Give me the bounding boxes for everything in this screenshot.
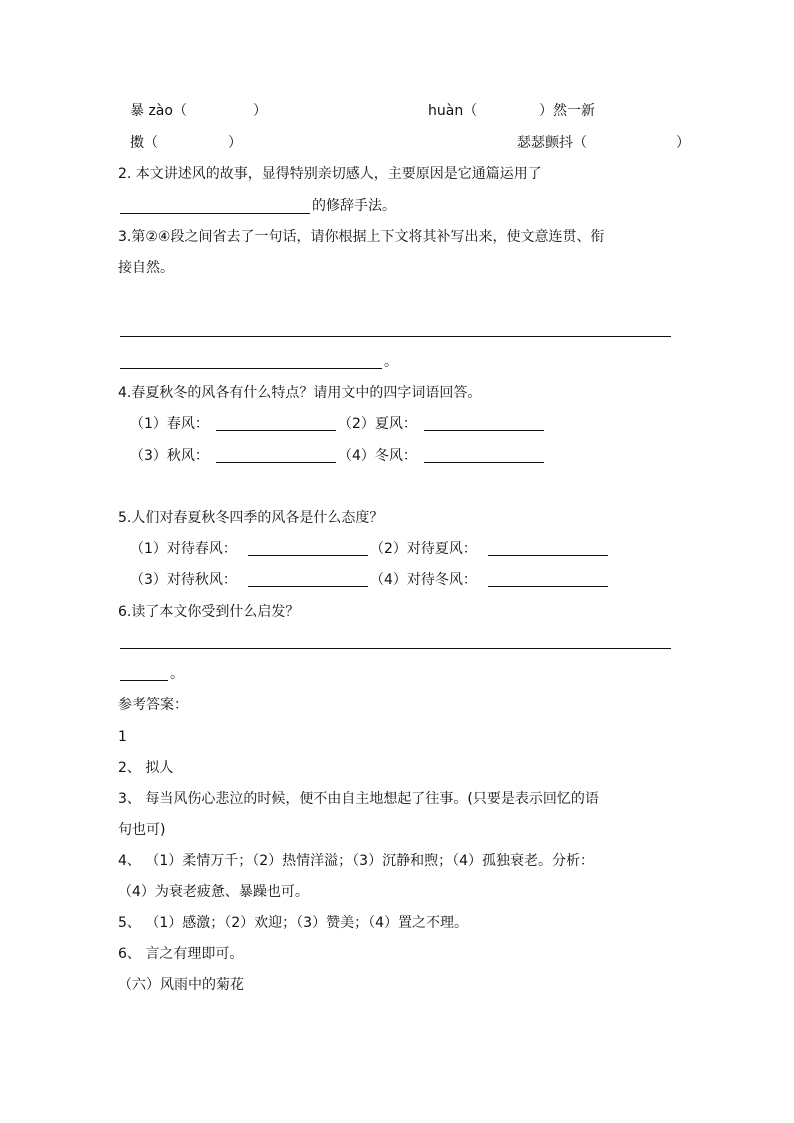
q3-answer-line-2[interactable] bbox=[120, 368, 382, 369]
q4-item-spring-label: （1）春风： bbox=[130, 416, 209, 432]
q3-answer-line-1[interactable] bbox=[120, 336, 671, 337]
q1-baozao-prefix: 暴 zào（ bbox=[130, 103, 187, 119]
q5-item-spring-label: （1）对待春风： bbox=[130, 541, 237, 557]
q6-answer-line-1[interactable] bbox=[120, 648, 671, 649]
q4-item-winter-label: （4）冬风： bbox=[338, 448, 417, 464]
q4-item-autumn-label: （3）秋风： bbox=[130, 448, 209, 464]
next-section-title: （六）风雨中的菊花 bbox=[118, 977, 244, 993]
q1-huan-suffix: ）然一新 bbox=[539, 103, 595, 119]
q5-summer-blank[interactable] bbox=[488, 555, 608, 556]
q4-spring-blank[interactable] bbox=[216, 430, 336, 431]
answer-4-line2: （4）为衰老疲惫、暴躁也可。 bbox=[118, 884, 309, 900]
q4-autumn-blank[interactable] bbox=[216, 462, 336, 463]
q4-item-summer-label: （2）夏风： bbox=[338, 416, 417, 432]
q1-sese-close: ） bbox=[676, 135, 690, 151]
q5-title: 5.人们对春夏秋冬四季的风各是什么态度？ bbox=[118, 510, 384, 526]
q1-sese-prefix: 瑟瑟颤抖（ bbox=[517, 135, 587, 151]
answer-6: 6、 言之有理即可。 bbox=[118, 946, 244, 962]
answer-3-line2: 句也可) bbox=[118, 822, 166, 838]
q5-autumn-blank[interactable] bbox=[248, 586, 368, 587]
q1-sou-prefix: 擞（ bbox=[130, 135, 158, 151]
q5-item-winter-label: （4）对待冬风： bbox=[370, 572, 477, 588]
q4-winter-blank[interactable] bbox=[424, 462, 544, 463]
q5-spring-blank[interactable] bbox=[248, 555, 368, 556]
q3-end-mark: 。 bbox=[384, 354, 398, 370]
q3-text-line1: 3.第②④段之间省去了一句话，请你根据上下文将其补写出来，使文意连贯、衔 bbox=[118, 229, 605, 245]
q2-suffix: 的修辞手法。 bbox=[312, 198, 396, 214]
q2-answer-blank[interactable] bbox=[120, 213, 310, 214]
q1-baozao-close: ） bbox=[253, 103, 267, 119]
answer-4-line1: 4、 （1）柔情万千；（2）热情洋溢；（3）沉静和煦；（4）孤独衰老。分析： bbox=[118, 853, 594, 869]
q2-text: 2. 本文讲述风的故事，显得特别亲切感人，主要原因是它通篇运用了 bbox=[118, 166, 542, 182]
q5-item-summer-label: （2）对待夏风： bbox=[370, 541, 477, 557]
q1-sou-close: ） bbox=[228, 135, 242, 151]
answers-heading: 参考答案： bbox=[118, 697, 188, 713]
q3-text-line2: 接自然。 bbox=[118, 260, 174, 276]
answer-1: 1 bbox=[118, 729, 127, 745]
q6-end-mark: 。 bbox=[170, 666, 184, 682]
q5-item-autumn-label: （3）对待秋风： bbox=[130, 572, 237, 588]
answer-3-line1: 3、 每当风伤心悲泣的时候，便不由自主地想起了往事。(只要是表示回忆的语 bbox=[118, 791, 599, 807]
q4-title: 4.春夏秋冬的风各有什么特点？请用文中的四字词语回答。 bbox=[118, 385, 482, 401]
q6-title: 6.读了本文你受到什么启发？ bbox=[118, 604, 300, 620]
q6-answer-line-2[interactable] bbox=[120, 680, 168, 681]
answer-2: 2、 拟人 bbox=[118, 760, 174, 776]
answer-5: 5、 （1）感激；（2）欢迎；（3）赞美；（4）置之不理。 bbox=[118, 915, 468, 931]
q4-summer-blank[interactable] bbox=[424, 430, 544, 431]
q5-winter-blank[interactable] bbox=[488, 586, 608, 587]
q1-huan-prefix: huàn（ bbox=[428, 103, 478, 119]
